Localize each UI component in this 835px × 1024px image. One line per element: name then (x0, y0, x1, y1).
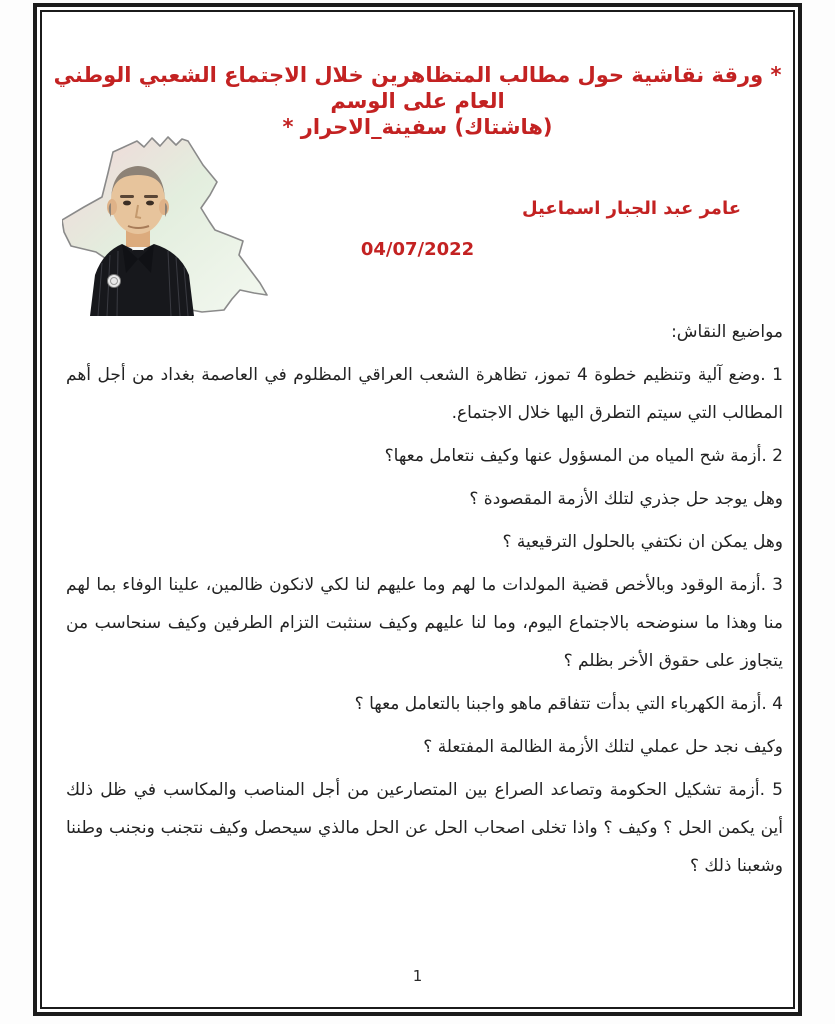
paragraph-point-4-question: وكيف نجد حل عملي لتلك الأزمة الظالمة المفتعلة ؟ (423, 737, 783, 757)
page-border-outer (33, 3, 802, 1016)
document-body (66, 313, 783, 890)
document-date: 04/07/2022 (360, 239, 475, 260)
document-title-line2: (هاشتاك) سفينة_الاحرار * (282, 115, 553, 139)
paragraph-point-2-question-a: وهل يوجد حل جذري لتلك الأزمة المقصودة ؟ (469, 489, 783, 509)
author-portrait-iraq-map-image (62, 133, 268, 316)
section-label-discussion-topics: مواضيع النقاش: (671, 322, 783, 342)
paragraph-point-2-question-b: وهل يمكن ان نكتفي بالحلول الترقيعية ؟ (502, 532, 783, 552)
author-name: عامر عبد الجبار اسماعيل (521, 198, 741, 219)
paragraph-point-4: 4 .أزمة الكهرباء التي بدأت تتفاقم ماهو واجبنا بالتعامل معها ؟ (354, 694, 783, 714)
iraq-map-portrait-graphic (62, 133, 268, 316)
page-border-inner (40, 10, 795, 1009)
paragraph-point-1: 1 .وضع آلية وتنظيم خطوة 4 تموز، تظاهرة الشعب العراقي المظلوم في العاصمة بغداد من أجل أهم المطالب التي سيتم التطرق اليها خلال الاجتماع. (66, 365, 783, 423)
paragraph-point-3: 3 .أزمة الوقود وبالأخص قضية المولدات ما لهم وما عليهم لنا لكي لانكون ظالمين، علينا الوفاء بما لهم منا وهذا ما سنوضحه بالاجتماع اليوم، وما لنا عليهم وكيف سنثبت التزام الطرفين وكيف سنحاسب من يتجاوز على حقوق الأخر بظلم ؟ (66, 575, 783, 671)
document-title-line1: * ورقة نقاشية حول مطالب المتظاهرين خلال الاجتماع الشعبي الوطني العام على الوسم (53, 63, 782, 113)
paragraph-point-2: 2 .أزمة شح المياه من المسؤول عنها وكيف نتعامل معها؟ (384, 446, 783, 466)
page-number: 1 (412, 967, 423, 985)
paragraph-point-5: 5 .أزمة تشكيل الحكومة وتصاعد الصراع بين المتصارعين من أجل المناصب والمكاسب في ظل ذلك أين يكمن الحل ؟ وكيف ؟ واذا تخلى اصحاب الحل عن الحل مالذي سيحصل وكيف نتجنب ونجنب وطننا وشعبنا ذلك ؟ (66, 780, 783, 876)
